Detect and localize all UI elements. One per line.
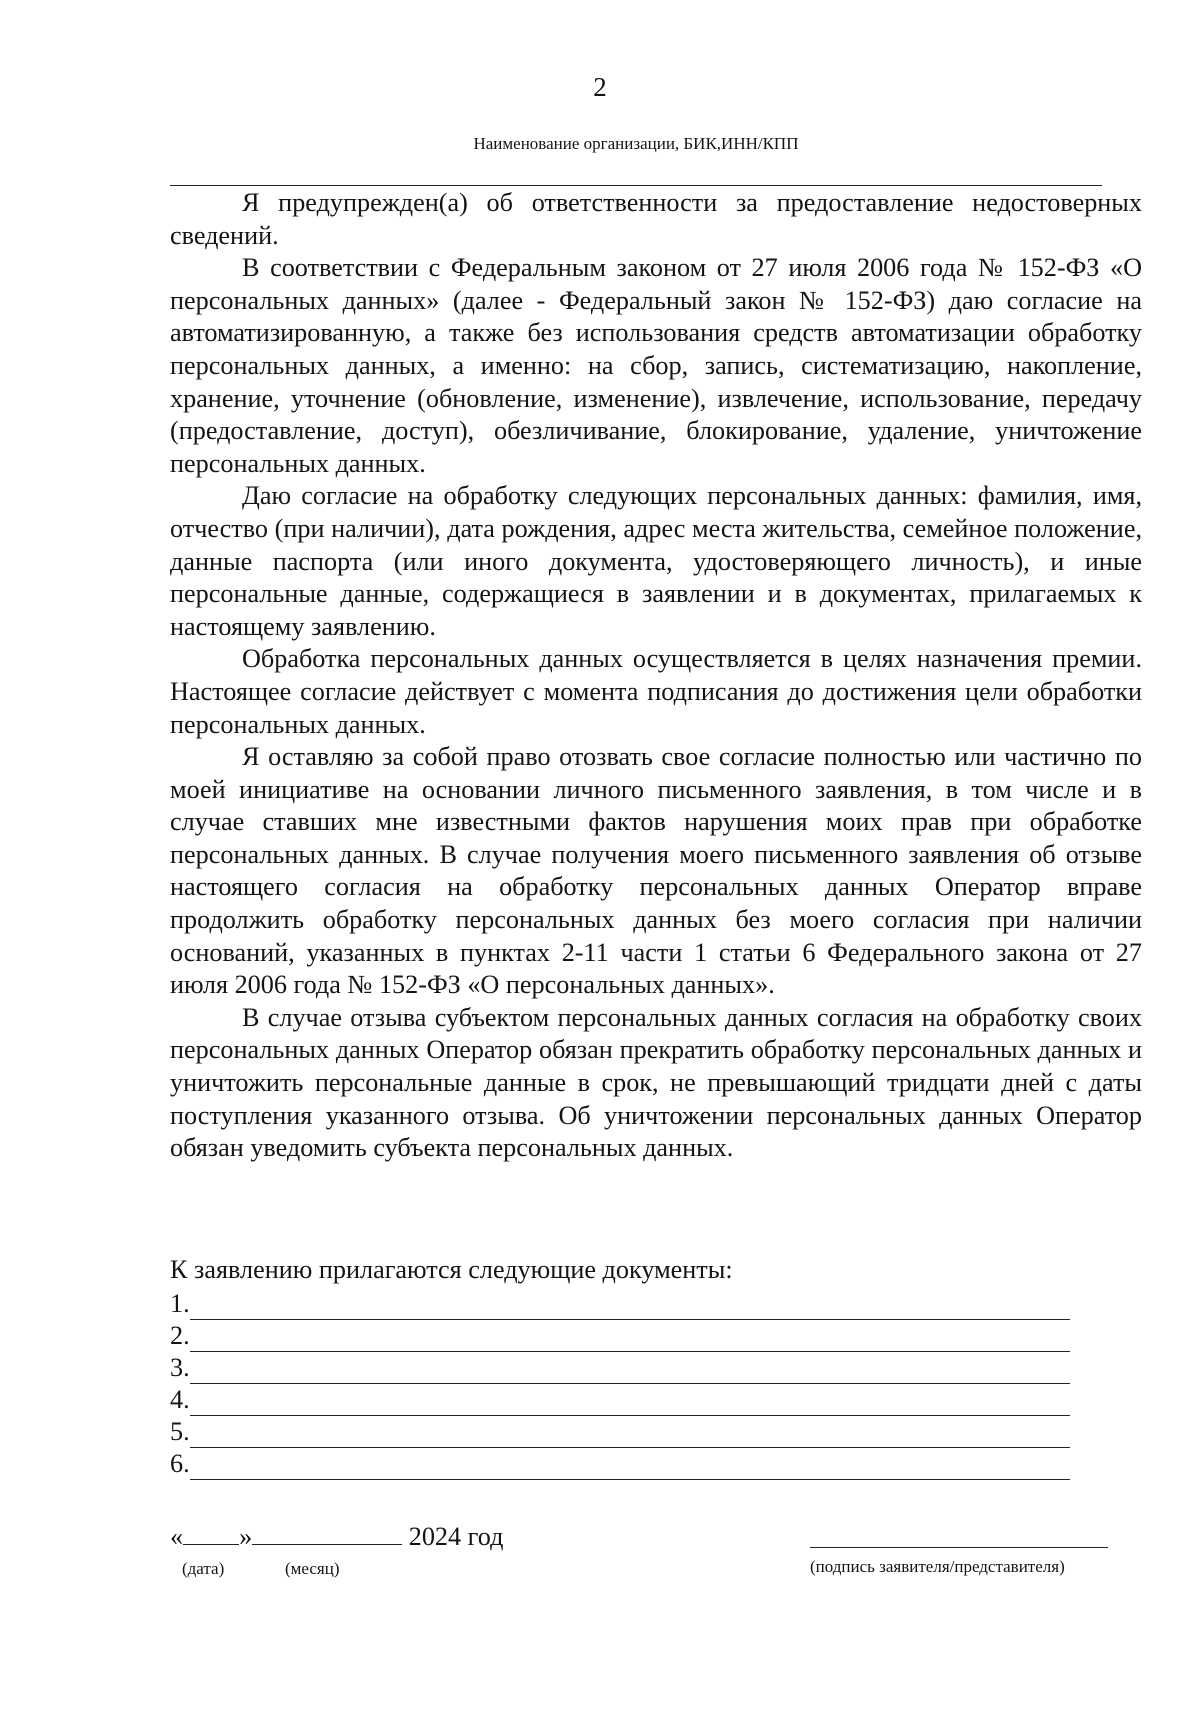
attachment-fill-line [190, 1391, 1070, 1416]
organization-label: Наименование организации, БИК,ИНН/КПП [473, 134, 799, 153]
signature-block [170, 1521, 1130, 1581]
paragraph-data-list: Даю согласие на обработку следующих персональных данных: фамилия, имя, отчество (при наличии), дата рождения, адрес места жительства, семейное положение, данные паспорта (или иного документа, удостоверяющего личность), и иные персональные данные, содержащиеся в заявлении и в документах, прилагаемых к настоящему заявлению. [170, 481, 1142, 641]
attachments-section [170, 1254, 1070, 1480]
signature-caption: (подпись заявителя/представителя) [810, 1557, 1065, 1576]
month-caption: (месяц) [285, 1559, 340, 1578]
date-open-quote: « [170, 1522, 184, 1551]
attachments-heading: К заявлению прилагаются следующие документы: [170, 1255, 733, 1284]
date-line [170, 1521, 503, 1553]
paragraph-revocation-effect: В случае отзыва субъектом персональных данных согласия на обработку своих персональных данных Оператор обязан прекратить обработку персональных данных и уничтожить персональные данные в срок, не превышающий тридцати дней с даты поступления указанного отзыва. Об уничтожении персональных данных Оператор обязан уведомить субъекта персональных данных. [170, 1002, 1142, 1163]
attachment-number: 1. [170, 1289, 190, 1318]
attachment-fill-line [190, 1423, 1070, 1448]
paragraph-consent-processing: В соответствии с Федеральным законом от 27 июля 2006 года № 152-ФЗ «О персональных данных» (далее - Федеральный закон № 152-ФЗ) даю согласие на автоматизированную, а также без использования средств автоматизации обработку персональных данных, а именно: на сбор, запись, систематизацию, накопление, хранение, уточнение (обновление, изменение), извлечение, использование, передачу (предоставление, доступ), обезличивание, блокирование, удаление, уничтожение персональных данных. [170, 253, 1142, 478]
attachment-item [170, 1288, 1070, 1320]
attachment-item [170, 1416, 1070, 1448]
attachment-item [170, 1320, 1070, 1352]
date-caption: (дата) [182, 1559, 225, 1578]
signature-line [810, 1547, 1108, 1548]
attachment-item [170, 1384, 1070, 1416]
page-number: 2 [593, 72, 607, 102]
attachment-item [170, 1352, 1070, 1384]
date-close-quote: » [239, 1522, 253, 1551]
attachment-item [170, 1448, 1070, 1480]
attachment-number: 5. [170, 1417, 190, 1446]
attachment-fill-line [190, 1455, 1070, 1480]
month-blank [252, 1522, 402, 1545]
paragraph-revocation-right: Я оставляю за собой право отозвать свое согласие полностью или частично по моей инициативе на основании личного письменного заявления, в том числе и в случае ставших мне известными фактов нарушения моих прав при обработке персональных данных. В случае получения моего письменного заявления об отзыве настоящего согласия на обработку персональных данных Оператор вправе продолжить обработку персональных данных без моего согласия при наличии оснований, указанных в пунктах 2-11 части 1 статьи 6 Федерального закона от 27 июля 2006 года № 152-ФЗ «О персональных данных». [170, 742, 1142, 1000]
attachment-number: 4. [170, 1385, 190, 1414]
paragraph-purpose: Обработка персональных данных осуществляется в целях назначения премии. Настоящее согласие действует с момента подписания до достижения цели обработки персональных данных. [170, 644, 1142, 739]
paragraph-liability: Я предупрежден(а) об ответственности за предоставление недостоверных сведений. [170, 188, 1142, 250]
consent-text [170, 187, 1142, 1165]
attachment-number: 6. [170, 1449, 190, 1478]
attachment-fill-line [190, 1295, 1070, 1320]
day-blank [183, 1522, 239, 1545]
attachment-fill-line [190, 1359, 1070, 1384]
attachment-fill-line [190, 1327, 1070, 1352]
attachment-number: 3. [170, 1353, 190, 1382]
attachment-number: 2. [170, 1321, 190, 1350]
organization-fill-line [170, 185, 1102, 186]
year-text: 2024 год [408, 1522, 504, 1551]
